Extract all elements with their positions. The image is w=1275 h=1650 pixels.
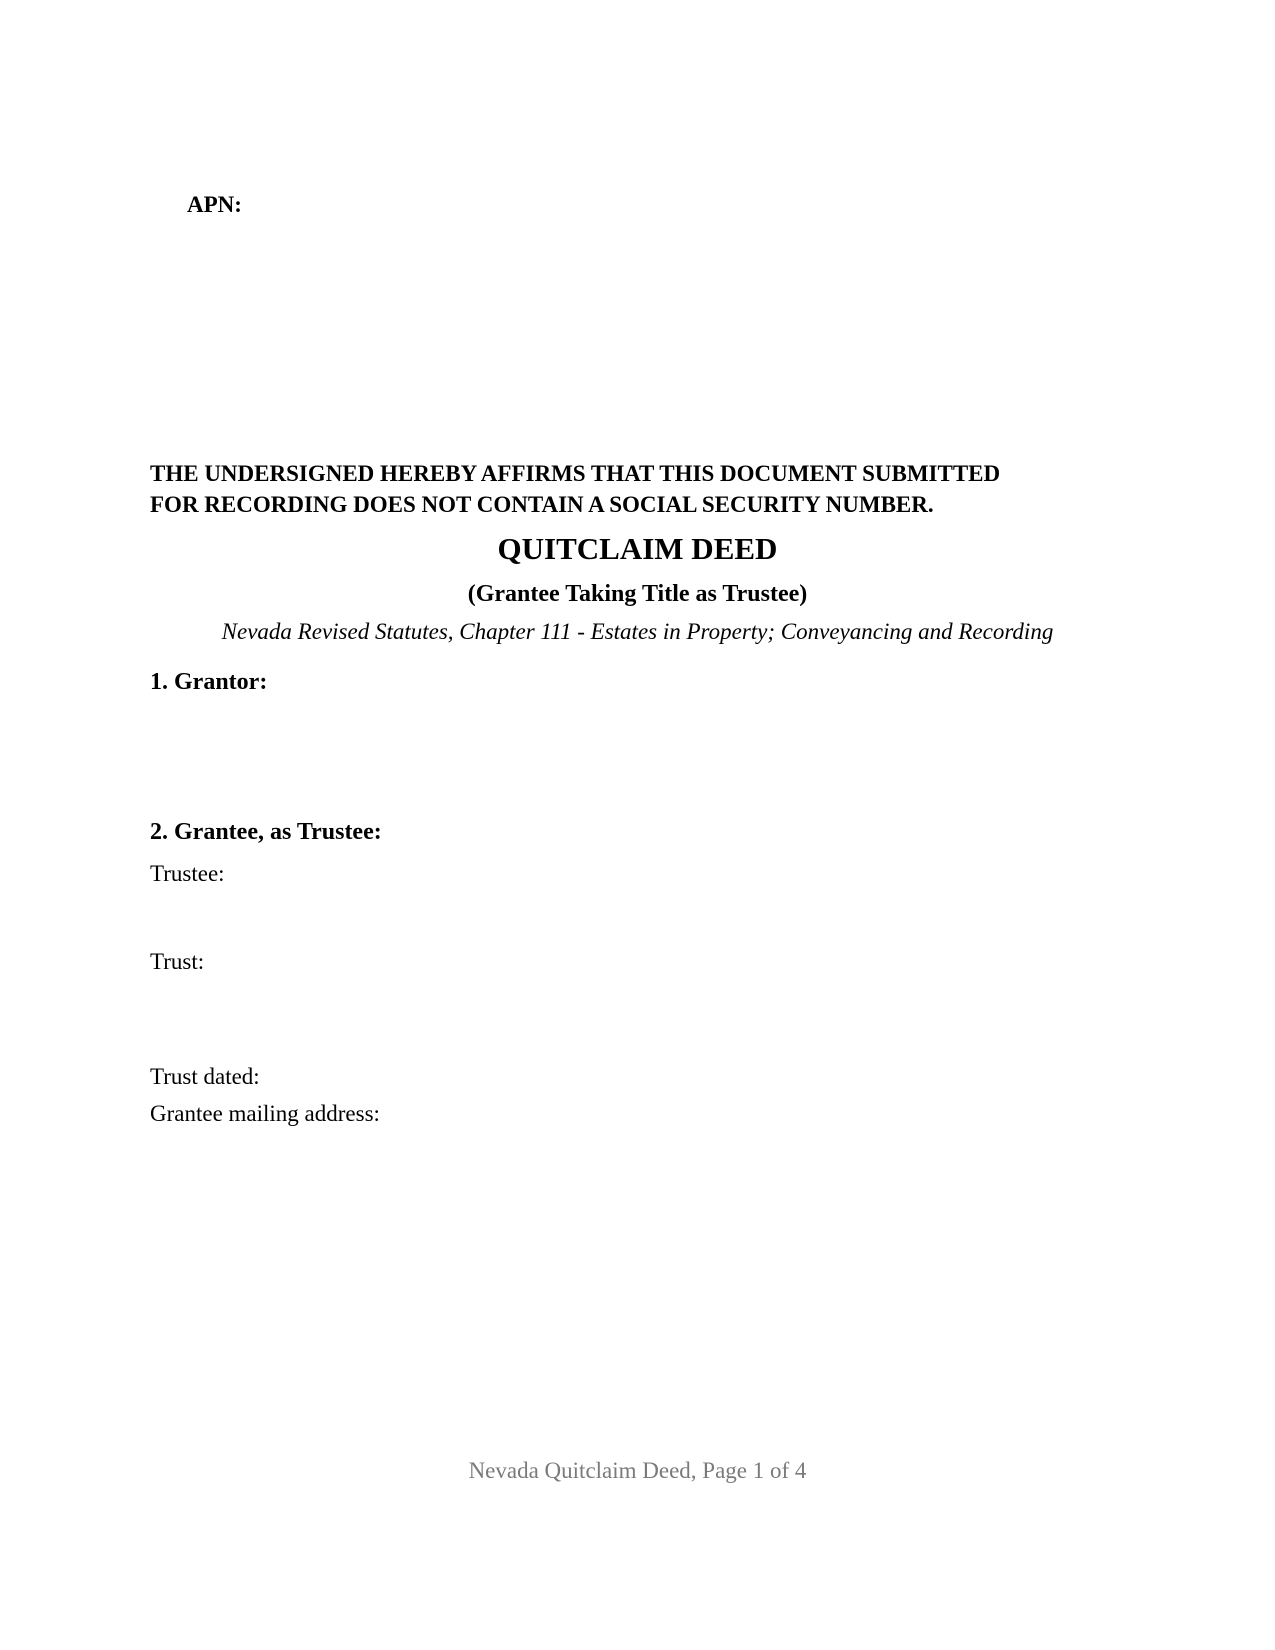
grantee-heading: 2. Grantee, as Trustee: — [150, 819, 382, 845]
affirmation-line-1: THE UNDERSIGNED HEREBY AFFIRMS THAT THIS DOCUMENT SUBMITTED — [150, 461, 1001, 486]
apn-label: APN: — [187, 192, 242, 217]
grantor-heading: 1. Grantor: — [150, 669, 268, 695]
page-footer: Nevada Quitclaim Deed, Page 1 of 4 — [468, 1458, 807, 1483]
grantee-mailing-address-label: Grantee mailing address: — [150, 1101, 380, 1126]
trust-label: Trust: — [150, 949, 205, 974]
statute-reference: Nevada Revised Statutes, Chapter 111 - Estates in Property; Conveyancing and Recording — [221, 619, 1054, 644]
document-subtitle: (Grantee Taking Title as Trustee) — [467, 581, 808, 607]
document-title: QUITCLAIM DEED — [497, 531, 778, 566]
affirmation-line-2: FOR RECORDING DOES NOT CONTAIN A SOCIAL SECURITY NUMBER. — [150, 492, 934, 517]
ssn-affirmation — [150, 458, 1000, 520]
trust-dated-label: Trust dated: — [150, 1064, 260, 1089]
trustee-label: Trustee: — [150, 861, 225, 886]
